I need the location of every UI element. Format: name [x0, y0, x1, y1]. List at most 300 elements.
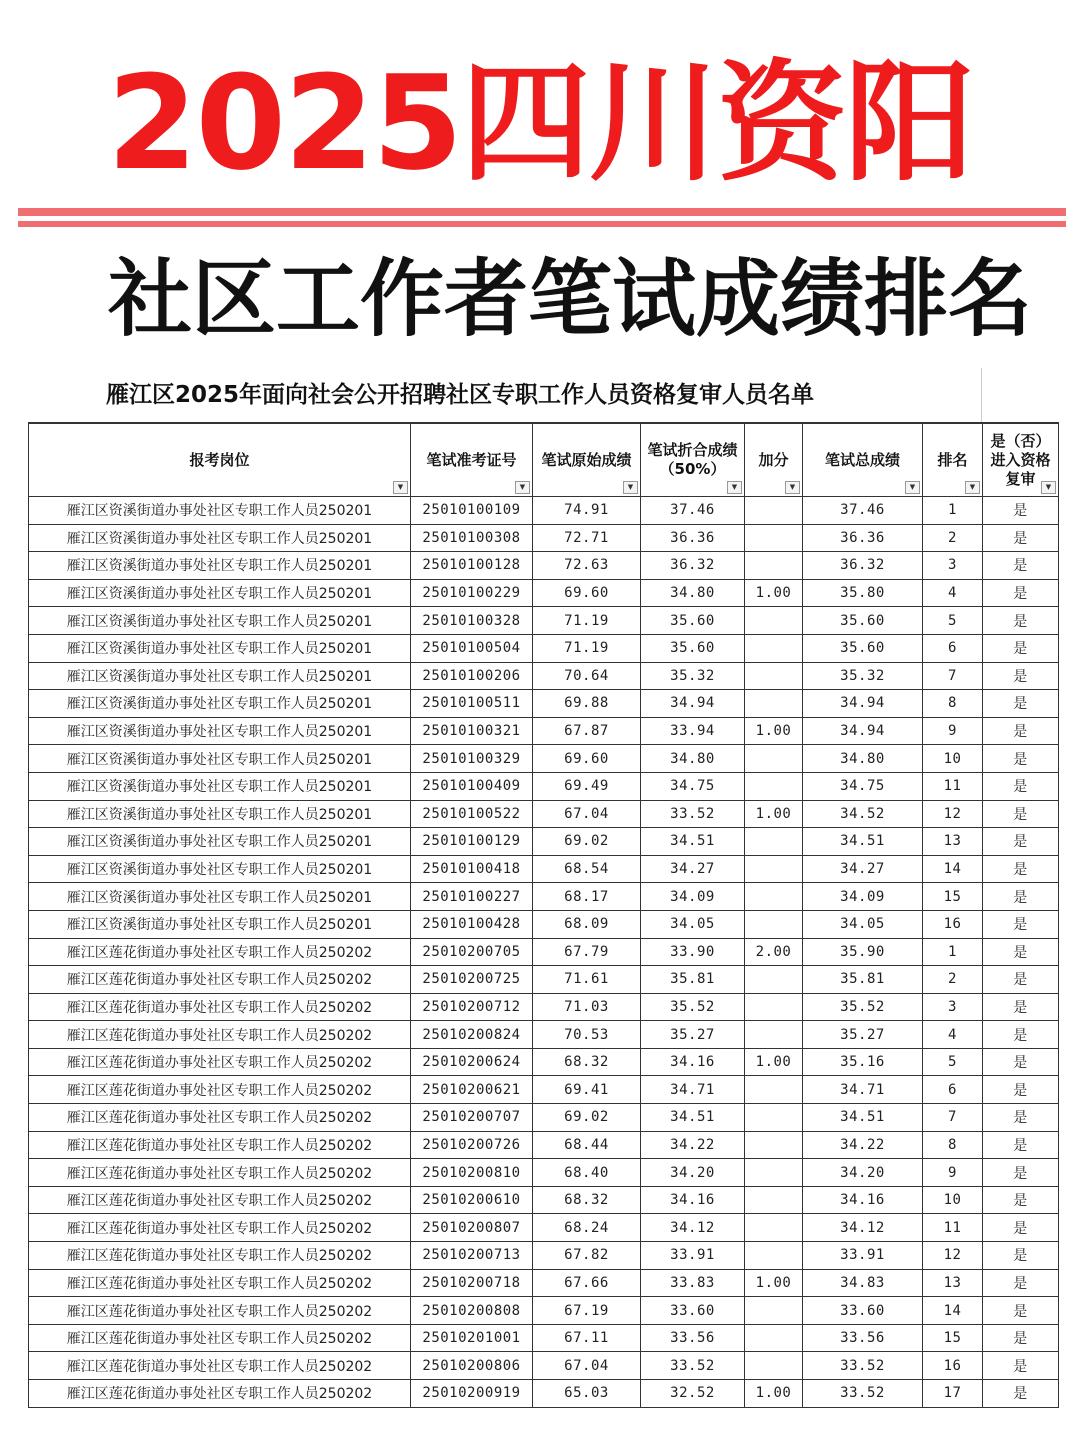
cell-position: 雁江区资溪街道办事处社区专职工作人员250201 — [29, 828, 411, 856]
cell-position: 雁江区莲花街道办事处社区专职工作人员250202 — [29, 1186, 411, 1214]
cell-qualified: 是 — [983, 634, 1059, 662]
cell-qualified: 是 — [983, 1242, 1059, 1270]
cell-rank: 1 — [923, 497, 983, 525]
cell-rank: 2 — [923, 524, 983, 552]
cell-ticket: 25010100428 — [411, 910, 533, 938]
header-converted-score: 笔试折合成绩（50%） ▼ — [641, 423, 745, 497]
cell-raw-score: 68.54 — [533, 855, 641, 883]
cell-rank: 3 — [923, 993, 983, 1021]
cell-total-score: 34.12 — [803, 1214, 923, 1242]
cell-rank: 6 — [923, 1076, 983, 1104]
table-row — [29, 883, 1059, 911]
table-row — [29, 993, 1059, 1021]
cell-converted-score: 36.36 — [641, 524, 745, 552]
cell-ticket: 25010100504 — [411, 634, 533, 662]
divider-stripe-bottom — [18, 221, 1066, 227]
cell-position: 雁江区莲花街道办事处社区专职工作人员250202 — [29, 1131, 411, 1159]
poster-subheadline: 社区工作者笔试成绩排名 — [107, 250, 1032, 348]
table-row — [29, 745, 1059, 773]
table-row — [29, 1159, 1059, 1187]
cell-total-score: 33.56 — [803, 1324, 923, 1352]
cell-total-score: 37.46 — [803, 497, 923, 525]
cell-position: 雁江区资溪街道办事处社区专职工作人员250201 — [29, 855, 411, 883]
table-row — [29, 938, 1059, 966]
cell-bonus — [745, 1104, 803, 1132]
cell-total-score: 33.60 — [803, 1297, 923, 1325]
cell-bonus — [745, 524, 803, 552]
cell-rank: 9 — [923, 1159, 983, 1187]
table-row — [29, 607, 1059, 635]
cell-qualified: 是 — [983, 910, 1059, 938]
cell-position: 雁江区莲花街道办事处社区专职工作人员250202 — [29, 1104, 411, 1132]
cell-rank: 9 — [923, 717, 983, 745]
table-row — [29, 662, 1059, 690]
cell-qualified: 是 — [983, 1076, 1059, 1104]
cell-ticket: 25010200610 — [411, 1186, 533, 1214]
cell-rank: 4 — [923, 579, 983, 607]
cell-converted-score: 34.05 — [641, 910, 745, 938]
cell-bonus: 1.00 — [745, 800, 803, 828]
cell-ticket: 25010200718 — [411, 1269, 533, 1297]
cell-ticket: 25010100418 — [411, 855, 533, 883]
cell-raw-score: 69.49 — [533, 772, 641, 800]
cell-ticket: 25010100229 — [411, 579, 533, 607]
cell-position: 雁江区资溪街道办事处社区专职工作人员250201 — [29, 607, 411, 635]
cell-rank: 1 — [923, 938, 983, 966]
cell-raw-score: 68.32 — [533, 1186, 641, 1214]
table-row — [29, 1214, 1059, 1242]
cell-qualified: 是 — [983, 662, 1059, 690]
cell-ticket: 25010200725 — [411, 966, 533, 994]
cell-bonus — [745, 1159, 803, 1187]
cell-raw-score: 65.03 — [533, 1380, 641, 1408]
cell-converted-score: 33.52 — [641, 1352, 745, 1380]
cell-raw-score: 68.24 — [533, 1214, 641, 1242]
table-row — [29, 966, 1059, 994]
cell-total-score: 34.16 — [803, 1186, 923, 1214]
dropdown-filter-icon[interactable]: ▼ — [393, 481, 408, 494]
cell-total-score: 34.51 — [803, 828, 923, 856]
cell-position: 雁江区资溪街道办事处社区专职工作人员250201 — [29, 800, 411, 828]
table-row — [29, 690, 1059, 718]
header-qualified: 是（否）进入资格复审 ▼ — [983, 423, 1059, 497]
cell-converted-score: 33.94 — [641, 717, 745, 745]
cell-converted-score: 34.51 — [641, 828, 745, 856]
table-row — [29, 1104, 1059, 1132]
cell-rank: 16 — [923, 1352, 983, 1380]
cell-raw-score: 72.63 — [533, 552, 641, 580]
cell-ticket: 25010200810 — [411, 1159, 533, 1187]
cell-raw-score: 68.09 — [533, 910, 641, 938]
cell-bonus — [745, 607, 803, 635]
cell-ticket: 25010100308 — [411, 524, 533, 552]
cell-total-score: 34.75 — [803, 772, 923, 800]
cell-rank: 6 — [923, 634, 983, 662]
cell-converted-score: 35.32 — [641, 662, 745, 690]
cell-total-score: 34.27 — [803, 855, 923, 883]
poster-headline: 2025四川资阳 — [107, 47, 973, 199]
cell-total-score: 34.20 — [803, 1159, 923, 1187]
cell-ticket: 25010100206 — [411, 662, 533, 690]
table-row — [29, 1352, 1059, 1380]
cell-position: 雁江区资溪街道办事处社区专职工作人员250201 — [29, 883, 411, 911]
cell-bonus: 1.00 — [745, 717, 803, 745]
table-row — [29, 1021, 1059, 1049]
cell-ticket: 25010200807 — [411, 1214, 533, 1242]
dropdown-filter-icon[interactable]: ▼ — [623, 481, 638, 494]
header-bonus: 加分 ▼ — [745, 423, 803, 497]
cell-position: 雁江区莲花街道办事处社区专职工作人员250202 — [29, 966, 411, 994]
table-row — [29, 1076, 1059, 1104]
cell-converted-score: 35.60 — [641, 634, 745, 662]
cell-qualified: 是 — [983, 1104, 1059, 1132]
cell-bonus — [745, 1186, 803, 1214]
cell-raw-score: 67.04 — [533, 800, 641, 828]
cell-bonus — [745, 1214, 803, 1242]
cell-qualified: 是 — [983, 607, 1059, 635]
cell-converted-score: 35.81 — [641, 966, 745, 994]
cell-bonus — [745, 966, 803, 994]
cell-position: 雁江区资溪街道办事处社区专职工作人员250201 — [29, 497, 411, 525]
sheet-title — [28, 368, 1058, 422]
cell-bonus: 1.00 — [745, 1269, 803, 1297]
cell-position: 雁江区莲花街道办事处社区专职工作人员250202 — [29, 1048, 411, 1076]
cell-qualified: 是 — [983, 828, 1059, 856]
cell-bonus — [745, 690, 803, 718]
cell-qualified: 是 — [983, 1352, 1059, 1380]
cell-ticket: 25010200624 — [411, 1048, 533, 1076]
cell-bonus — [745, 1242, 803, 1270]
header-rank: 排名 ▼ — [923, 423, 983, 497]
cell-total-score: 35.32 — [803, 662, 923, 690]
cell-position: 雁江区莲花街道办事处社区专职工作人员250202 — [29, 938, 411, 966]
cell-bonus — [745, 497, 803, 525]
cell-bonus: 1.00 — [745, 1048, 803, 1076]
cell-total-score: 34.83 — [803, 1269, 923, 1297]
cell-raw-score: 69.60 — [533, 579, 641, 607]
cell-ticket: 25010200705 — [411, 938, 533, 966]
cell-raw-score: 67.66 — [533, 1269, 641, 1297]
cell-ticket: 25010200621 — [411, 1076, 533, 1104]
cell-converted-score: 33.52 — [641, 800, 745, 828]
cell-bonus — [745, 745, 803, 773]
cell-position: 雁江区资溪街道办事处社区专职工作人员250201 — [29, 662, 411, 690]
cell-bonus: 2.00 — [745, 938, 803, 966]
cell-qualified: 是 — [983, 524, 1059, 552]
cell-qualified: 是 — [983, 1131, 1059, 1159]
cell-converted-score: 34.94 — [641, 690, 745, 718]
cell-ticket: 25010200707 — [411, 1104, 533, 1132]
cell-raw-score: 67.11 — [533, 1324, 641, 1352]
cell-qualified: 是 — [983, 993, 1059, 1021]
cell-qualified: 是 — [983, 938, 1059, 966]
cell-raw-score: 71.61 — [533, 966, 641, 994]
cell-rank: 13 — [923, 1269, 983, 1297]
cell-raw-score: 68.40 — [533, 1159, 641, 1187]
cell-bonus — [745, 883, 803, 911]
cell-converted-score: 34.20 — [641, 1159, 745, 1187]
cell-total-score: 33.52 — [803, 1380, 923, 1408]
cell-raw-score: 69.02 — [533, 828, 641, 856]
cell-bonus — [745, 855, 803, 883]
cell-position: 雁江区资溪街道办事处社区专职工作人员250201 — [29, 634, 411, 662]
header-position: 报考岗位 ▼ — [29, 423, 411, 497]
cell-rank: 11 — [923, 772, 983, 800]
table-row — [29, 579, 1059, 607]
cell-qualified: 是 — [983, 966, 1059, 994]
dropdown-filter-icon[interactable]: ▼ — [515, 481, 530, 494]
table-row — [29, 1297, 1059, 1325]
cell-qualified: 是 — [983, 690, 1059, 718]
cell-qualified: 是 — [983, 800, 1059, 828]
divider-stripe-top — [18, 208, 1066, 216]
table-row — [29, 524, 1059, 552]
cell-ticket: 25010200806 — [411, 1352, 533, 1380]
cell-bonus — [745, 772, 803, 800]
cell-ticket: 25010201001 — [411, 1324, 533, 1352]
cell-rank: 10 — [923, 745, 983, 773]
cell-rank: 14 — [923, 855, 983, 883]
cell-qualified: 是 — [983, 717, 1059, 745]
dropdown-filter-icon[interactable]: ▼ — [905, 481, 920, 494]
cell-raw-score: 70.53 — [533, 1021, 641, 1049]
header-raw-score: 笔试原始成绩 ▼ — [533, 423, 641, 497]
cell-total-score: 35.27 — [803, 1021, 923, 1049]
cell-qualified: 是 — [983, 1214, 1059, 1242]
cell-rank: 16 — [923, 910, 983, 938]
cell-position: 雁江区莲花街道办事处社区专职工作人员250202 — [29, 993, 411, 1021]
table-row — [29, 717, 1059, 745]
cell-qualified: 是 — [983, 552, 1059, 580]
cell-total-score: 34.94 — [803, 690, 923, 718]
cell-total-score: 35.90 — [803, 938, 923, 966]
cell-converted-score: 34.51 — [641, 1104, 745, 1132]
cell-rank: 5 — [923, 1048, 983, 1076]
cell-qualified: 是 — [983, 497, 1059, 525]
cell-bonus — [745, 1021, 803, 1049]
table-row — [29, 497, 1059, 525]
cell-rank: 12 — [923, 1242, 983, 1270]
cell-total-score: 35.81 — [803, 966, 923, 994]
cell-rank: 14 — [923, 1297, 983, 1325]
cell-rank: 4 — [923, 1021, 983, 1049]
cell-total-score: 34.94 — [803, 717, 923, 745]
cell-total-score: 34.71 — [803, 1076, 923, 1104]
cell-total-score: 35.52 — [803, 993, 923, 1021]
cell-total-score: 34.51 — [803, 1104, 923, 1132]
cell-ticket: 25010200919 — [411, 1380, 533, 1408]
cell-converted-score: 34.80 — [641, 745, 745, 773]
cell-raw-score: 72.71 — [533, 524, 641, 552]
cell-ticket: 25010200712 — [411, 993, 533, 1021]
cell-bonus — [745, 1297, 803, 1325]
cell-position: 雁江区莲花街道办事处社区专职工作人员250202 — [29, 1076, 411, 1104]
cell-ticket: 25010200713 — [411, 1242, 533, 1270]
cell-ticket: 25010100129 — [411, 828, 533, 856]
cell-total-score: 35.16 — [803, 1048, 923, 1076]
cell-qualified: 是 — [983, 1324, 1059, 1352]
cell-qualified: 是 — [983, 1380, 1059, 1408]
cell-position: 雁江区资溪街道办事处社区专职工作人员250201 — [29, 690, 411, 718]
cell-total-score: 35.60 — [803, 634, 923, 662]
cell-rank: 7 — [923, 1104, 983, 1132]
cell-raw-score: 71.19 — [533, 607, 641, 635]
cell-ticket: 25010100128 — [411, 552, 533, 580]
cell-ticket: 25010200808 — [411, 1297, 533, 1325]
cell-qualified: 是 — [983, 745, 1059, 773]
cell-qualified: 是 — [983, 1186, 1059, 1214]
cell-position: 雁江区莲花街道办事处社区专职工作人员250202 — [29, 1214, 411, 1242]
cell-raw-score: 69.41 — [533, 1076, 641, 1104]
cell-converted-score: 34.71 — [641, 1076, 745, 1104]
cell-converted-score: 33.83 — [641, 1269, 745, 1297]
cell-position: 雁江区资溪街道办事处社区专职工作人员250201 — [29, 579, 411, 607]
cell-position: 雁江区莲花街道办事处社区专职工作人员250202 — [29, 1242, 411, 1270]
cell-bonus — [745, 910, 803, 938]
cell-total-score: 35.80 — [803, 579, 923, 607]
cell-ticket: 25010100109 — [411, 497, 533, 525]
cell-total-score: 36.36 — [803, 524, 923, 552]
cell-rank: 11 — [923, 1214, 983, 1242]
cell-position: 雁江区资溪街道办事处社区专职工作人员250201 — [29, 552, 411, 580]
score-table — [28, 422, 1059, 1408]
cell-bonus — [745, 552, 803, 580]
cell-position: 雁江区资溪街道办事处社区专职工作人员250201 — [29, 717, 411, 745]
cell-total-score: 34.05 — [803, 910, 923, 938]
cell-converted-score: 33.91 — [641, 1242, 745, 1270]
cell-converted-score: 34.16 — [641, 1048, 745, 1076]
header-total-score: 笔试总成绩 ▼ — [803, 423, 923, 497]
cell-ticket: 25010100329 — [411, 745, 533, 773]
table-row — [29, 1269, 1059, 1297]
cell-converted-score: 34.09 — [641, 883, 745, 911]
header-ticket: 笔试准考证号 ▼ — [411, 423, 533, 497]
table-row — [29, 1242, 1059, 1270]
table-row — [29, 855, 1059, 883]
header-row — [29, 423, 1059, 497]
cell-rank: 2 — [923, 966, 983, 994]
cell-bonus — [745, 1352, 803, 1380]
cell-bonus — [745, 1324, 803, 1352]
table-row — [29, 1131, 1059, 1159]
cell-qualified: 是 — [983, 1048, 1059, 1076]
cell-ticket: 25010100321 — [411, 717, 533, 745]
cell-raw-score: 69.02 — [533, 1104, 641, 1132]
table-row — [29, 1324, 1059, 1352]
cell-raw-score: 67.04 — [533, 1352, 641, 1380]
cell-converted-score: 37.46 — [641, 497, 745, 525]
cell-converted-score: 35.27 — [641, 1021, 745, 1049]
cell-total-score: 33.91 — [803, 1242, 923, 1270]
cell-rank: 17 — [923, 1380, 983, 1408]
dropdown-filter-icon[interactable]: ▼ — [1041, 481, 1056, 494]
score-sheet — [28, 368, 1058, 1408]
cell-raw-score: 67.19 — [533, 1297, 641, 1325]
table-row — [29, 772, 1059, 800]
cell-total-score: 34.52 — [803, 800, 923, 828]
cell-qualified: 是 — [983, 1159, 1059, 1187]
table-row — [29, 1048, 1059, 1076]
cell-total-score: 34.80 — [803, 745, 923, 773]
cell-bonus: 1.00 — [745, 579, 803, 607]
cell-qualified: 是 — [983, 1269, 1059, 1297]
table-row — [29, 1380, 1059, 1408]
cell-rank: 15 — [923, 883, 983, 911]
cell-converted-score: 33.56 — [641, 1324, 745, 1352]
cell-position: 雁江区资溪街道办事处社区专职工作人员250201 — [29, 910, 411, 938]
table-row — [29, 910, 1059, 938]
cell-raw-score: 68.17 — [533, 883, 641, 911]
cell-rank: 5 — [923, 607, 983, 635]
cell-total-score: 35.60 — [803, 607, 923, 635]
cell-rank: 3 — [923, 552, 983, 580]
cell-converted-score: 35.52 — [641, 993, 745, 1021]
cell-bonus — [745, 828, 803, 856]
cell-rank: 7 — [923, 662, 983, 690]
cell-ticket: 25010100522 — [411, 800, 533, 828]
cell-qualified: 是 — [983, 883, 1059, 911]
cell-bonus: 1.00 — [745, 1380, 803, 1408]
cell-qualified: 是 — [983, 579, 1059, 607]
dropdown-filter-icon[interactable]: ▼ — [785, 481, 800, 494]
cell-ticket: 25010100328 — [411, 607, 533, 635]
cell-position: 雁江区莲花街道办事处社区专职工作人员250202 — [29, 1021, 411, 1049]
cell-position: 雁江区资溪街道办事处社区专职工作人员250201 — [29, 524, 411, 552]
dropdown-filter-icon[interactable]: ▼ — [965, 481, 980, 494]
dropdown-filter-icon[interactable]: ▼ — [727, 481, 742, 494]
cell-converted-score: 36.32 — [641, 552, 745, 580]
cell-converted-score: 33.60 — [641, 1297, 745, 1325]
table-row — [29, 1186, 1059, 1214]
cell-qualified: 是 — [983, 1021, 1059, 1049]
table-row — [29, 800, 1059, 828]
table-row — [29, 634, 1059, 662]
cell-rank: 8 — [923, 690, 983, 718]
cell-raw-score: 70.64 — [533, 662, 641, 690]
cell-position: 雁江区资溪街道办事处社区专职工作人员250201 — [29, 772, 411, 800]
cell-bonus — [745, 634, 803, 662]
table-body — [29, 497, 1059, 1408]
cell-raw-score: 67.87 — [533, 717, 641, 745]
cell-ticket: 25010100227 — [411, 883, 533, 911]
cell-position: 雁江区莲花街道办事处社区专职工作人员250202 — [29, 1159, 411, 1187]
cell-raw-score: 71.03 — [533, 993, 641, 1021]
cell-bonus — [745, 993, 803, 1021]
cell-total-score: 36.32 — [803, 552, 923, 580]
cell-bonus — [745, 1131, 803, 1159]
table-row — [29, 552, 1059, 580]
cell-qualified: 是 — [983, 855, 1059, 883]
cell-converted-score: 34.27 — [641, 855, 745, 883]
cell-position: 雁江区莲花街道办事处社区专职工作人员250202 — [29, 1269, 411, 1297]
cell-rank: 13 — [923, 828, 983, 856]
cell-raw-score: 68.44 — [533, 1131, 641, 1159]
cell-rank: 15 — [923, 1324, 983, 1352]
table-row — [29, 828, 1059, 856]
cell-converted-score: 33.90 — [641, 938, 745, 966]
cell-bonus — [745, 1076, 803, 1104]
sheet-title-text: 雁江区2025年面向社会公开招聘社区专职工作人员资格复审人员名单 — [106, 382, 815, 408]
cell-total-score: 34.09 — [803, 883, 923, 911]
cell-raw-score: 69.88 — [533, 690, 641, 718]
cell-position: 雁江区莲花街道办事处社区专职工作人员250202 — [29, 1352, 411, 1380]
cell-converted-score: 34.80 — [641, 579, 745, 607]
cell-rank: 12 — [923, 800, 983, 828]
cell-total-score: 33.52 — [803, 1352, 923, 1380]
gridline — [981, 368, 982, 422]
cell-position: 雁江区莲花街道办事处社区专职工作人员250202 — [29, 1297, 411, 1325]
cell-position: 雁江区莲花街道办事处社区专职工作人员250202 — [29, 1380, 411, 1408]
